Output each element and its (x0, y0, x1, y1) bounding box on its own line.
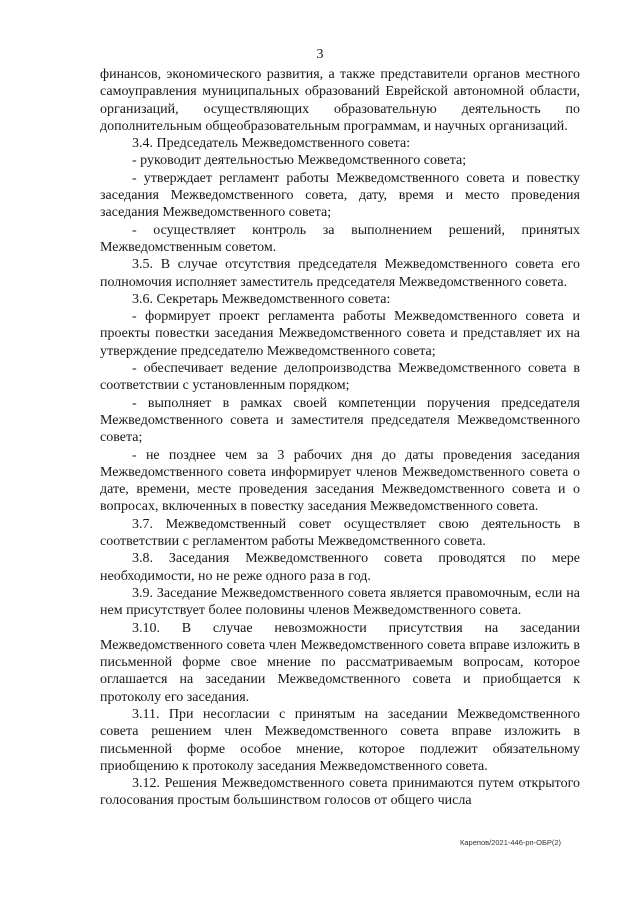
paragraph: 3.11. При несогласии с принятым на заседании Межведомственного совета решением член Межведомственного совета вправе изложить в письменной форме особое мнение, которое подлежит обязательному приобщению к протоколу заседания Межведомственного совета. (100, 706, 580, 774)
paragraph: 3.8. Заседания Межведомственного совета проводятся по мере необходимости, но не реже одного раза в год. (100, 551, 580, 584)
paragraph: - утверждает регламент работы Межведомственного совета и повестку заседания Межведомственного совета, дату, время и место проведения заседания Межведомственного совета; (100, 170, 580, 221)
paragraph: 3.5. В случае отсутствия председателя Межведомственного совета его полномочия исполняет заместитель председателя Межведомственного совета. (100, 257, 580, 290)
paragraph: - формирует проект регламента работы Межведомственного совета и проекты повестки заседания Межведомственного совета и представляет их на утверждение председателю Межведомственного совета; (100, 309, 580, 359)
document-footer-code: Карепов/2021-446-рп-ОБР(2) (460, 838, 562, 847)
page-number: 3 (316, 47, 324, 62)
paragraph: - руководит деятельностью Межведомственного совета; (132, 153, 467, 169)
paragraph: - не позднее чем за 3 рабочих дня до даты проведения заседания Межведомственного совета информирует членов Межведомственного совета о дате, времени, месте проведения заседания Межведомственного совета и о вопросах, включенных в повестку заседания Межведомственного совета. (100, 447, 580, 515)
paragraph: - обеспечивает ведение делопроизводства Межведомственного совета в соответствии с установленным порядком; (100, 361, 580, 394)
paragraph: - выполняет в рамках своей компетенции поручения председателя Межведомственного совета и заместителя председателя Межведомственного совета; (100, 395, 580, 446)
paragraph: 3.9. Заседание Межведомственного совета является правомочным, если на нем присутствует более половины членов Межведомственного совета. (100, 585, 580, 619)
paragraph: - осуществляет контроль за выполнением решений, принятых Межведомственным советом. (100, 222, 580, 255)
paragraph: финансов, экономического развития, а также представители органов местного самоуправления муниципальных образований Еврейской автономной области, организаций, осуществляющих образовательную деятельность по дополнительным общеобразовательным программам, и научных организаций. (100, 67, 580, 134)
paragraph: 3.6. Секретарь Межведомственного совета: (132, 291, 391, 307)
document-body (100, 66, 580, 810)
paragraph: 3.7. Межведомственный совет осуществляет свою деятельность в соответствии с регламентом работы Межведомственного совета. (100, 516, 580, 550)
paragraph: 3.4. Председатель Межведомственного совета: (132, 136, 411, 152)
paragraph: 3.10. В случае невозможности присутствия на заседании Межведомственного совета член Межведомственного совета вправе изложить в письменной форме свое мнение по рассматриваемым вопросам, которое оглашается на заседании Межведомственного совета и приобщается к протоколу его заседания. (100, 620, 580, 705)
paragraph: 3.12. Решения Межведомственного совета принимаются путем открытого голосования простым большинством голосов от общего числа (100, 776, 580, 809)
